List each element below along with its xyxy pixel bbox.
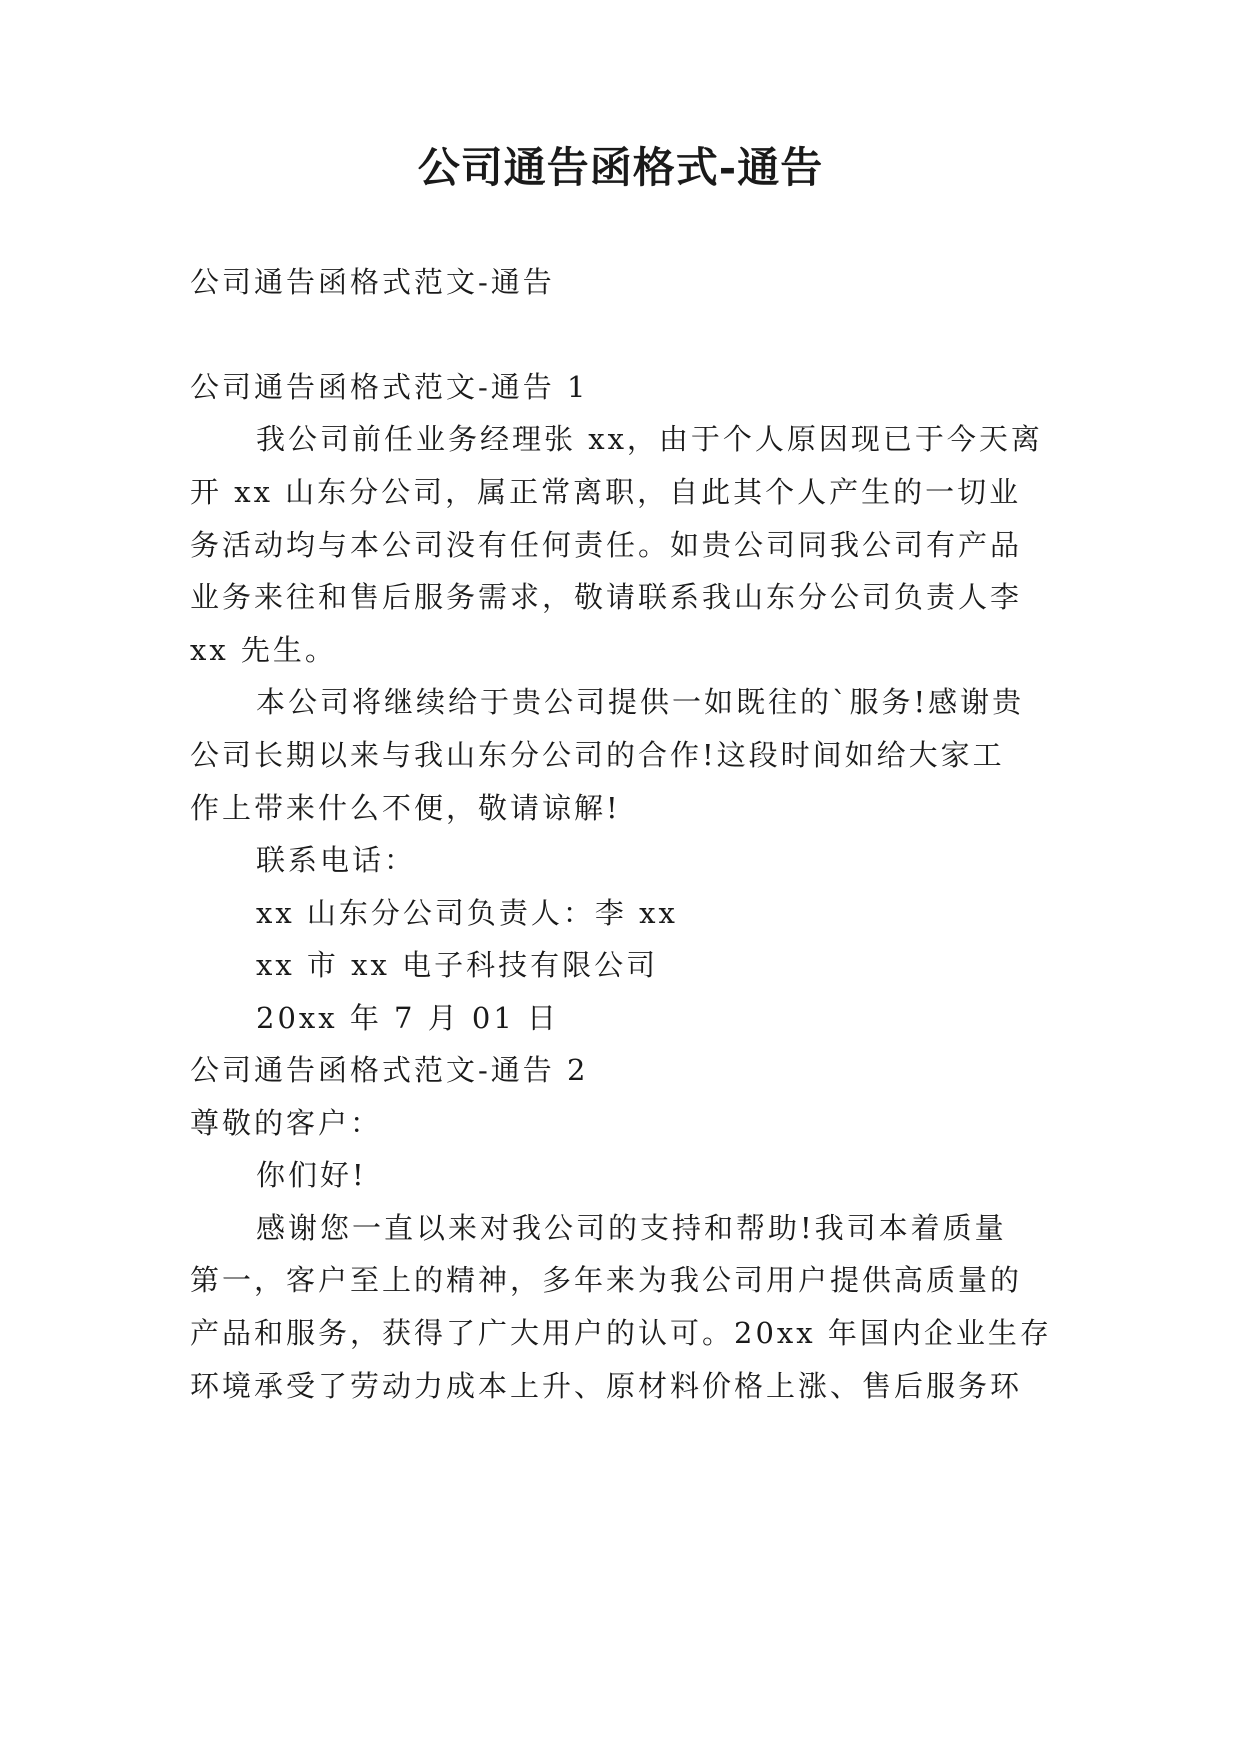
contact-label: 联系电话： <box>256 843 417 877</box>
section2-paragraph1-line: 感谢您一直以来对我公司的支持和帮助!我司本着质量 <box>256 1211 1007 1245</box>
section2-paragraph1-line: 第一，客户至上的精神，多年来为我公司用户提供高质量的 <box>190 1263 1023 1297</box>
notice-date: 20xx 年 7 月 01 日 <box>256 1001 560 1035</box>
company-name: xx 市 xx 电子科技有限公司 <box>256 948 659 982</box>
section1-heading: 公司通告函格式范文-通告 1 <box>190 370 589 404</box>
section1-paragraph2-line: 公司长期以来与我山东分公司的合作!这段时间如给大家工 <box>190 738 1005 772</box>
section1-paragraph1-line: xx 先生。 <box>190 633 337 667</box>
section2-salutation: 尊敬的客户： <box>190 1106 383 1140</box>
document-subtitle: 公司通告函格式范文-通告 <box>190 265 555 299</box>
contact-person: xx 山东分公司负责人：李 xx <box>256 896 678 930</box>
section2-greeting: 你们好! <box>256 1158 367 1192</box>
document-title: 公司通告函格式-通告 <box>417 143 824 192</box>
section1-paragraph1-line: 务活动均与本公司没有任何责任。如贵公司同我公司有产品 <box>190 528 1023 562</box>
section2-paragraph1-line: 环境承受了劳动力成本上升、原材料价格上涨、售后服务环 <box>190 1369 1023 1403</box>
section1-paragraph2-line: 作上带来什么不便，敬请谅解! <box>190 791 621 825</box>
section2-paragraph1-line: 产品和服务，获得了广大用户的认可。20xx 年国内企业生存 <box>190 1316 1052 1350</box>
section1-paragraph1-line: 我公司前任业务经理张 xx，由于个人原因现已于今天离 <box>256 422 1043 456</box>
section1-paragraph1-line: 开 xx 山东分公司，属正常离职，自此其个人产生的一切业 <box>190 475 1022 509</box>
section1-paragraph1-line: 业务来往和售后服务需求，敬请联系我山东分公司负责人李 <box>190 580 1023 614</box>
section1-paragraph2-line: 本公司将继续给于贵公司提供一如既往的`服务!感谢贵 <box>256 685 1025 719</box>
section2-heading: 公司通告函格式范文-通告 2 <box>190 1053 589 1087</box>
